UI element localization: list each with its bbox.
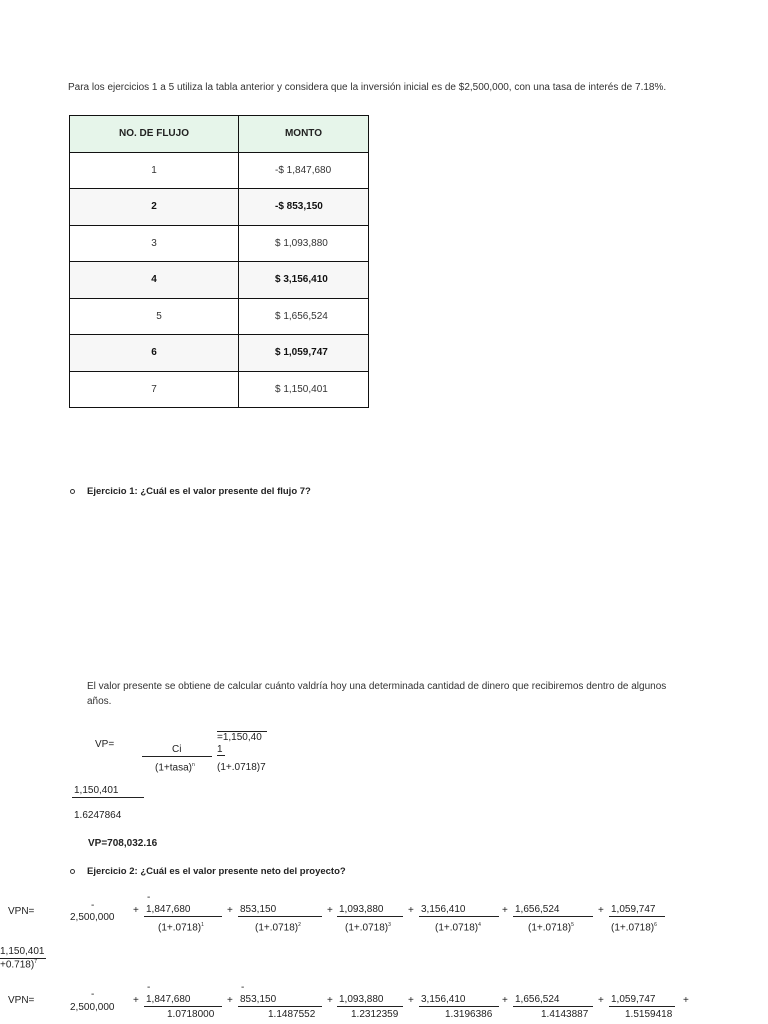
flow-numerator: 1,059,747 (611, 904, 656, 915)
fraction-bar (419, 916, 499, 917)
flow-numerator: 1,093,880 (339, 904, 384, 915)
vp-tasa-denominator (155, 762, 195, 773)
table-row (70, 371, 369, 408)
header-no-flujo: NO. DE FLUJO (70, 116, 239, 153)
flow-den-value: 1.4143887 (541, 1009, 589, 1020)
ejercicio2-question-text: Ejercicio 2: ¿Cuál es el valor presente neto del proyecto? (87, 866, 346, 877)
fraction-bar (419, 1006, 499, 1007)
flujos-table (69, 115, 369, 408)
den-base: (1+.0718) (435, 922, 479, 934)
table-row (70, 298, 369, 335)
plus-sign: + (408, 905, 414, 916)
fraction-bar (609, 916, 665, 917)
minus-sign: - (91, 900, 95, 911)
fraction-bar (609, 1006, 675, 1007)
flow-denominator (435, 922, 481, 933)
den-base: (1+.0718) (345, 922, 389, 934)
vp-num-one: 1 (217, 744, 225, 756)
cell-flujo: 7 (70, 371, 239, 408)
flow-numerator: 1,847,680 (146, 994, 191, 1005)
bullet-circle-icon (70, 869, 75, 874)
intro-text: Para los ejercicios 1 a 5 utiliza la tabla anterior y considera que la inversión inicial es de $2,500,000, con una tasa de interés de 7.18%. (68, 82, 667, 93)
vp-step-denominator: 1.6247864 (74, 810, 122, 821)
cell-monto: $ 1,093,880 (239, 225, 369, 262)
cell-monto: $ 3,156,410 (239, 262, 369, 299)
plus-sign: + (408, 995, 414, 1006)
plus-sign: + (598, 905, 604, 916)
cell-monto: -$ 853,150 (239, 189, 369, 226)
cell-flujo: 5 (70, 298, 239, 335)
den-exponent: 5 (571, 922, 574, 928)
fraction-bar (337, 1006, 403, 1007)
cell-flujo: 2 (70, 189, 239, 226)
flow-denominator (611, 922, 657, 933)
plus-sign: + (133, 905, 139, 916)
vp-den-7: (1+.0718)7 (217, 762, 266, 773)
den-exponent: 4 (478, 922, 481, 928)
inversion-inicial: 2,500,000 (70, 1002, 115, 1013)
tasa-base: (1+tasa) (155, 762, 192, 774)
flow-denominator (345, 922, 391, 933)
flow-den-value: 1.0718000 (167, 1009, 215, 1020)
cell-flujo: 3 (70, 225, 239, 262)
vp-ci: Ci (172, 744, 182, 755)
vpn-label: VPN= (8, 906, 35, 917)
den-exponent: 3 (388, 922, 391, 928)
flow-denominator (255, 922, 301, 933)
minus-sign: - (91, 989, 95, 1000)
flow-den-value: 1.2312359 (351, 1009, 399, 1020)
cell-monto: $ 1,059,747 (239, 335, 369, 372)
plus-sign: + (327, 905, 333, 916)
flow-numerator: 3,156,410 (421, 994, 466, 1005)
flow-numerator: 1,093,880 (339, 994, 384, 1005)
den-exponent: 1 (201, 922, 204, 928)
den-exponent: 6 (654, 922, 657, 928)
table-row (70, 152, 369, 189)
cell-flujo: 6 (70, 335, 239, 372)
plus-sign: + (598, 995, 604, 1006)
minus-sign: - (241, 982, 245, 993)
flow7-denominator (0, 959, 37, 970)
table-header-row (70, 116, 369, 153)
cell-monto: $ 1,656,524 (239, 298, 369, 335)
vp-explanation: El valor presente se obtiene de calcular cuánto valdría hoy una determinada cantidad de dinero que recibiremos dentro de algunos años. (87, 681, 667, 707)
table-row (70, 225, 369, 262)
plus-sign: + (227, 995, 233, 1006)
flow-den-value: 1.1487552 (268, 1009, 316, 1020)
table-row (70, 262, 369, 299)
fraction-bar (72, 797, 144, 798)
flow-numerator: 1,847,680 (146, 904, 191, 915)
flow-numerator: 853,150 (240, 994, 277, 1005)
vp-result: VP=708,032.16 (88, 838, 158, 849)
bullet-circle-icon (70, 489, 75, 494)
header-monto: MONTO (239, 116, 369, 153)
fraction-bar (513, 916, 593, 917)
inversion-inicial: 2,500,000 (70, 912, 115, 923)
plus-sign: + (683, 995, 689, 1006)
plus-sign: + (502, 905, 508, 916)
plus-sign: + (227, 905, 233, 916)
flow-numerator: 1,656,524 (515, 994, 560, 1005)
den-base: +0.718) (0, 959, 35, 971)
fraction-bar (238, 916, 322, 917)
table-row (70, 335, 369, 372)
fraction-bar (144, 916, 222, 917)
plus-sign: + (327, 995, 333, 1006)
ejercicio1-question (70, 486, 311, 497)
cell-monto: -$ 1,847,680 (239, 152, 369, 189)
flow-numerator: 1,059,747 (611, 994, 656, 1005)
flow-den-value: 1.3196386 (445, 1009, 493, 1020)
den-base: (1+.0718) (158, 922, 202, 934)
cell-flujo: 1 (70, 152, 239, 189)
minus-sign: - (147, 982, 151, 993)
vp-num-top: =1,150,40 (217, 731, 267, 743)
plus-sign: + (502, 995, 508, 1006)
fraction-bar (513, 1006, 593, 1007)
flow-numerator: 1,656,524 (515, 904, 560, 915)
den-exponent: 7 (34, 959, 37, 965)
flow-denominator (158, 922, 204, 933)
flow-den-value: 1.5159418 (625, 1009, 673, 1020)
cell-monto: $ 1,150,401 (239, 371, 369, 408)
minus-sign: - (147, 892, 151, 903)
fraction-bar (144, 1006, 222, 1007)
vp-step-numerator: 1,150,401 (74, 785, 119, 796)
flow-numerator: 3,156,410 (421, 904, 466, 915)
flow7-numerator: 1,150,401 (0, 946, 45, 957)
flow-denominator (528, 922, 574, 933)
den-base: (1+.0718) (611, 922, 655, 934)
fraction-bar (142, 756, 212, 757)
tasa-exponent: n (191, 762, 195, 768)
ejercicio2-question (70, 866, 346, 877)
den-base: (1+.0718) (528, 922, 572, 934)
fraction-bar (337, 916, 403, 917)
vpn-label: VPN= (8, 995, 35, 1006)
table-row (70, 189, 369, 226)
den-exponent: 2 (298, 922, 301, 928)
ejercicio1-question-text: Ejercicio 1: ¿Cuál es el valor presente del flujo 7? (87, 486, 311, 497)
cell-flujo: 4 (70, 262, 239, 299)
vp-label: VP= (95, 739, 115, 750)
plus-sign: + (133, 995, 139, 1006)
den-base: (1+.0718) (255, 922, 299, 934)
fraction-bar (238, 1006, 322, 1007)
flow-numerator: 853,150 (240, 904, 277, 915)
